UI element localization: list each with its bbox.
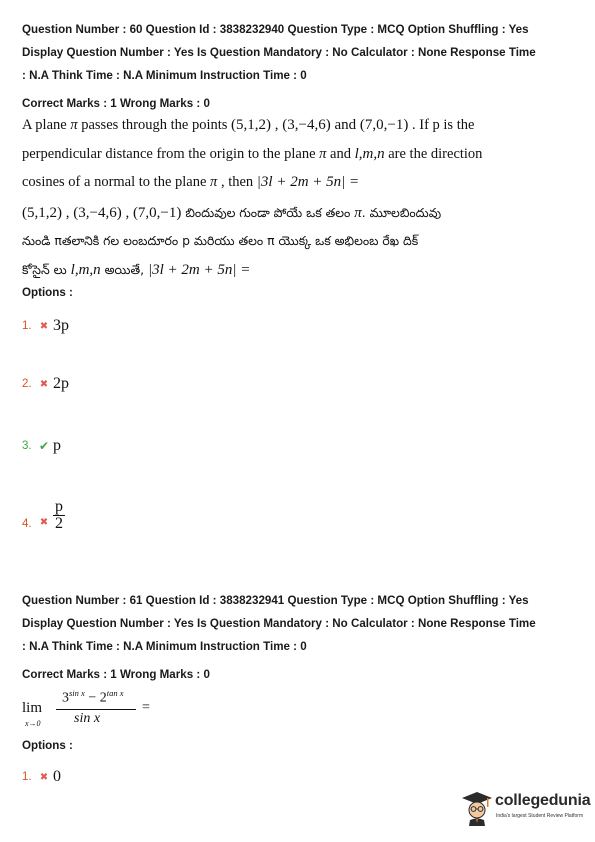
option-value: 2p — [53, 375, 69, 392]
q60-expression: |3l + 2m + 5n| = — [147, 262, 251, 278]
numerator-minus: − 2 — [84, 690, 107, 706]
q60-meta-line2: Display Question Number : Yes Is Question Mandatory : No Calculator : None Response Time — [22, 46, 536, 59]
q60-options-label: Options : — [22, 286, 73, 299]
q60-en-text: are the direction — [384, 146, 483, 162]
brand-name — [495, 792, 590, 810]
q60-te-points: (5,1,2) , (3,−4,6) , (7,0,−1) — [22, 205, 182, 221]
q61-marks: Correct Marks : 1 Wrong Marks : 0 — [22, 668, 210, 681]
limit-numerator — [62, 688, 124, 707]
option-fraction — [53, 499, 65, 532]
q60-te-text: అయితే, — [100, 262, 148, 277]
q60-pi-symbol: π — [210, 174, 218, 190]
q61-limit-expression — [22, 690, 152, 732]
q60-marks: Correct Marks : 1 Wrong Marks : 0 — [22, 97, 210, 110]
option-number: 3. — [22, 440, 32, 452]
cross-icon: ✖ — [39, 517, 49, 528]
option-number: 2. — [22, 378, 32, 390]
q60-te-line3 — [22, 262, 250, 280]
q60-en-line1 — [22, 117, 474, 134]
q60-option-3[interactable] — [22, 436, 61, 456]
q60-en-text: cosines of a normal to the plane — [22, 174, 211, 190]
q60-en-text: , then — [217, 174, 257, 190]
check-icon: ✔ — [38, 439, 50, 453]
q60-meta-line3: : N.A Think Time : N.A Minimum Instruction Time : 0 — [22, 69, 307, 82]
q60-en-text: passes through the points — [77, 117, 232, 133]
graduate-mascot-icon — [461, 790, 493, 826]
q60-meta-line1: Question Number : 60 Question Id : 3838232940 Question Type : MCQ Option Shuffling : Yes — [22, 23, 529, 36]
q60-en-text: A plane — [22, 117, 71, 133]
q61-option-1[interactable] — [22, 767, 61, 787]
q60-te-text: . మూలబిందువు — [361, 205, 442, 220]
q60-lmn: l,m,n — [70, 262, 101, 278]
cross-icon: ✖ — [39, 320, 49, 332]
q60-pi-symbol: π — [319, 146, 327, 162]
option-number: 4. — [22, 518, 32, 530]
fraction-numerator: p — [55, 498, 63, 515]
fraction-bar — [56, 709, 136, 710]
q61-meta-line3: : N.A Think Time : N.A Minimum Instruction Time : 0 — [22, 640, 307, 653]
q60-option-1[interactable] — [22, 316, 69, 336]
q60-lmn: l,m,n — [354, 146, 385, 162]
q61-meta-line1: Question Number : 61 Question Id : 3838232941 Question Type : MCQ Option Shuffling : Yes — [22, 594, 529, 607]
q60-te-text: కోసైన్ లు — [22, 262, 71, 277]
cross-icon: ✖ — [39, 378, 49, 390]
q60-meta — [22, 18, 582, 87]
option-number: 1. — [22, 771, 32, 783]
q60-en-text: . If p is the — [408, 117, 475, 133]
q60-expression: |3l + 2m + 5n| = — [256, 174, 360, 190]
q60-points: (5,1,2) , (3,−4,6) and (7,0,−1) — [231, 117, 409, 133]
q60-en-text: and — [326, 146, 355, 162]
option-value: 0 — [53, 768, 61, 785]
option-value: p — [53, 437, 61, 454]
lim-subscript: x→0 — [25, 719, 41, 728]
numerator-exponent: sin x — [69, 688, 85, 698]
q60-option-2[interactable] — [22, 374, 69, 394]
equals-sign: = — [142, 700, 150, 715]
q61-meta-line2: Display Question Number : Yes Is Question Mandatory : No Calculator : None Response Time — [22, 617, 536, 630]
q60-en-text: perpendicular distance from the origin to the plane — [22, 146, 320, 162]
lim-word: lim — [22, 700, 43, 716]
cross-icon: ✖ — [39, 771, 49, 783]
q61-meta — [22, 589, 582, 658]
brand-tagline: India's largest Student Review Platform — [496, 813, 584, 819]
numerator-exponent: tan x — [106, 688, 124, 698]
numerator-base: 3 — [62, 690, 69, 706]
q60-en-line3 — [22, 174, 359, 191]
q60-option-4[interactable] — [22, 490, 65, 532]
brand-name-main: collegedunia — [495, 792, 591, 809]
q60-te-line1 — [22, 205, 441, 223]
q61-options-label: Options : — [22, 739, 73, 752]
limit-denominator: sin x — [74, 711, 101, 726]
option-value: 3p — [53, 317, 69, 334]
fraction-denominator: 2 — [55, 515, 63, 532]
q60-te-text: బిందువుల గుండా పోయే ఒక తలం — [181, 205, 355, 220]
q60-en-line2 — [22, 146, 482, 163]
option-number: 1. — [22, 320, 32, 332]
collegedunia-logo — [461, 788, 589, 828]
q60-te-line2: నుండి πతలానికి గల లంబదూరం p మరియు తలం π యొక్క ఒక అభిలంబ రేఖ దిక్ — [22, 233, 419, 248]
q60-pi-symbol: π — [354, 205, 362, 221]
q60-pi-symbol: π — [70, 117, 78, 133]
